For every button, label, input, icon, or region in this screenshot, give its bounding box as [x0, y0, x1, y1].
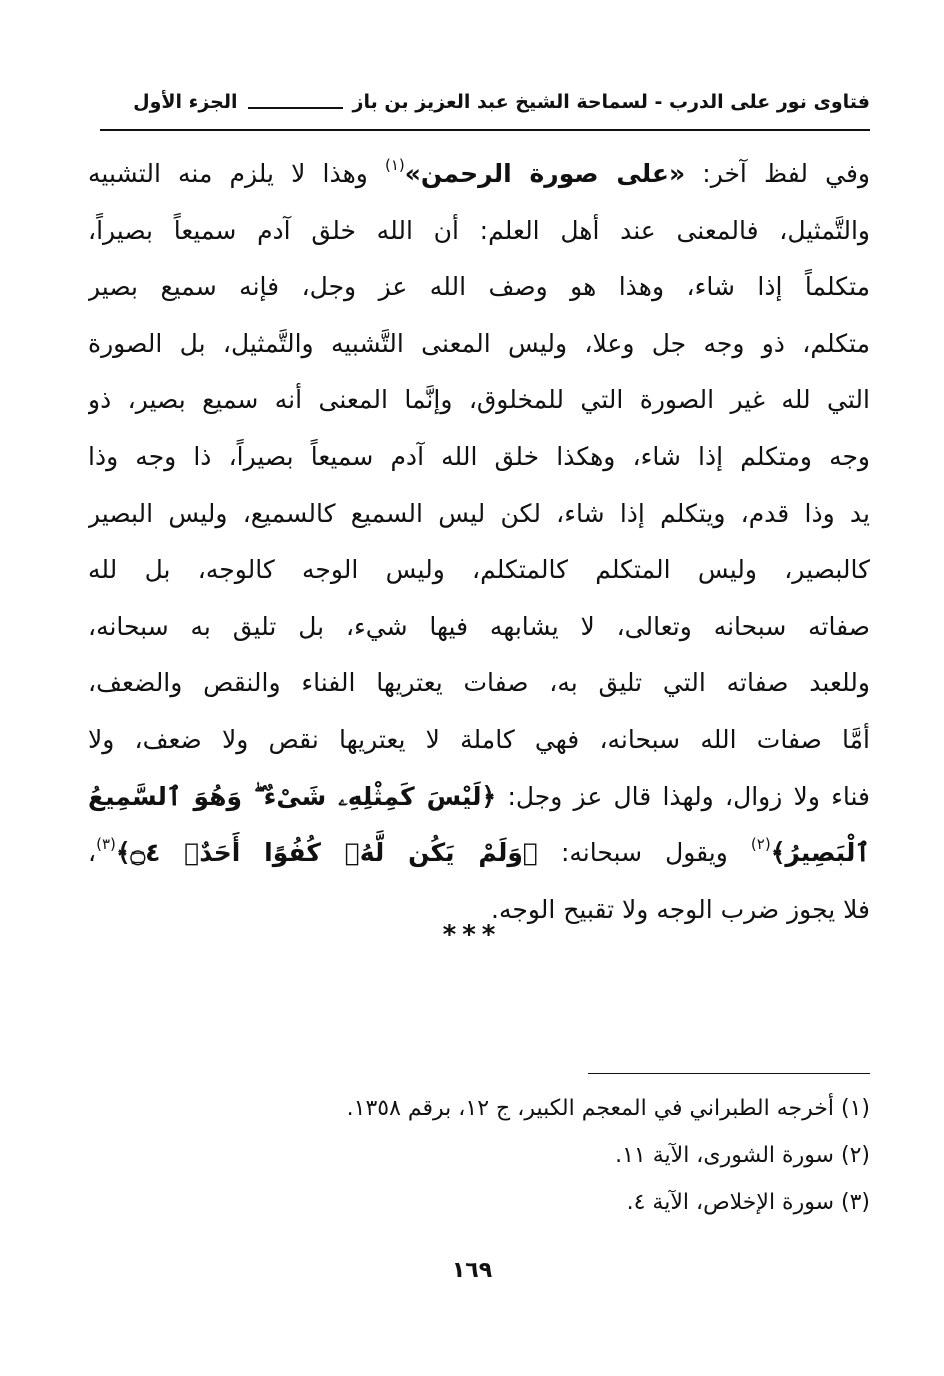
body-line-5: التي لله غير الصورة التي للمخلوق، وإنَّما المعنى أنه سميع بصير، ذو [88, 385, 870, 415]
volume-label: الجزء الأول [133, 91, 238, 113]
quran-verse-shura-end: ٱلْبَصِيرُ﴾ [770, 838, 870, 868]
body-line-3: متكلماً إذا شاء، وهذا هو وصف الله عز وجل، فإنه سميع بصير [88, 272, 870, 302]
body-line-8: كالبصير، وليس المتكلم كالمتكلم، وليس الوجه كالوجه، بل لله [88, 555, 870, 585]
section-separator: *** [442, 920, 502, 950]
book-title: فتاوى نور على الدرب - لسماحة الشيخ عبد العزيز بن باز [352, 91, 870, 113]
header-dash [248, 107, 343, 109]
footnote-3: (٣) سورة الإخلاص، الآية ٤. [626, 1190, 870, 1215]
footnote-ref-1: (١) [384, 156, 405, 174]
body-line-7: يد وذا قدم، ويتكلم إذا شاء، لكن ليس السميع كالسميع، وليس البصير [88, 498, 870, 528]
footnote-ref-2: (٢) [750, 835, 771, 854]
body-line-2: والتَّمثيل، فالمعنى عند أهل العلم: أن الله خلق آدم سميعاً بصيراً، [88, 215, 870, 245]
footnote-ref-3: (٣) [96, 835, 116, 854]
footnote-2: (٢) سورة الشورى، الآية ١١. [615, 1143, 870, 1168]
running-header [100, 82, 870, 122]
body-line-6: وجه ومتكلم إذا شاء، وهكذا خلق الله آدم سميعاً بصيراً، ذا وجه وذا [88, 441, 870, 471]
body-line-13: ٱلْبَصِيرُ﴾$^{(٢)}$ ويقول سبحانه: ﴿وَلَمْ يَكُن لَّهُۥ كُفُوًا أَحَدٌۢ ۝٤﴾$^{(٣)}$، [88, 835, 870, 868]
body-line-9: صفاته سبحانه وتعالى، لا يشابهه فيها شيء، بل تليق به سبحانه، [88, 611, 870, 641]
body-text [88, 146, 870, 938]
body-line-4: متكلم، ذو وجه جل وعلا، وليس المعنى التَّشبيه والتَّمثيل، بل الصورة [88, 328, 870, 358]
quran-verse-shura: ﴿لَيْسَ كَمِثْلِهِۦ شَىْءٌ ۖ وَهُوَ ٱلسَّمِيعُ [88, 781, 497, 811]
body-line-11: أمَّا صفات الله سبحانه، فهي كاملة لا يعتريها نقص ولا ضعف، ولا [88, 724, 870, 754]
quran-verse-ikhlas: ﴿وَلَمْ يَكُن لَّهُۥ كُفُوًا أَحَدٌۢ ۝٤﴾ [115, 838, 538, 868]
footnote-1: (١) أخرجه الطبراني في المعجم الكبير، ج ١٢، برقم ١٣٥٨. [346, 1096, 870, 1121]
footnotes [240, 1085, 870, 1226]
body-line-14: فلا يجوز ضرب الوجه ولا تقبيح الوجه. [491, 894, 870, 924]
body-line-1: وفي لفظ آخر: «على صورة الرحمن»$^{(١)}$ وهذا لا يلزم منه التشبيه [88, 156, 870, 188]
header-rule [100, 129, 870, 131]
body-line-12: فناء ولا زوال، ولهذا قال عز وجل: ﴿لَيْسَ كَمِثْلِهِۦ شَىْءٌ ۖ وَهُوَ ٱلسَّمِيعُ [88, 781, 870, 811]
footnote-rule [588, 1073, 870, 1074]
page-number: ١٦٩ [451, 1258, 493, 1283]
body-line-10: وللعبد صفاته التي تليق به، صفات يعتريها الفناء والنقص والضعف، [88, 668, 870, 698]
